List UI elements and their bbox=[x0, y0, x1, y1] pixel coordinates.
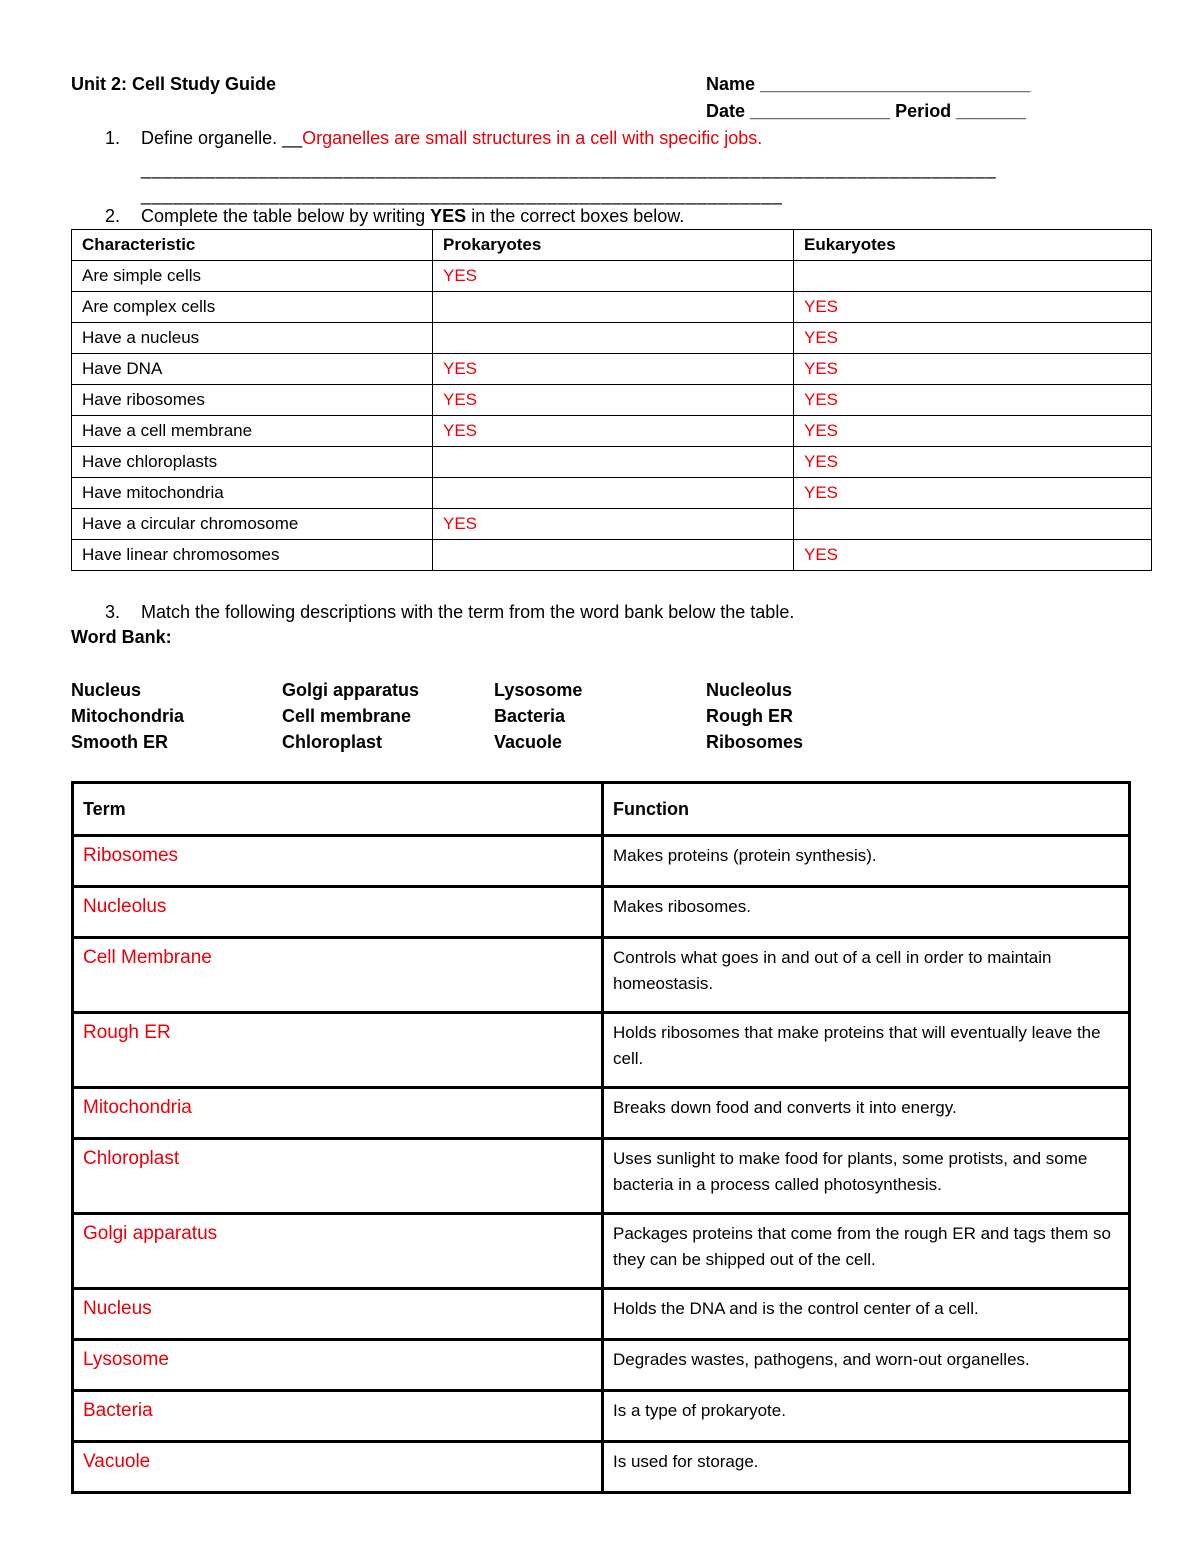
q2-prompt: Complete the table below by writing YES in the correct boxes below. bbox=[141, 206, 685, 226]
q3-prompt: Match the following descriptions with the term from the word bank below the table. bbox=[141, 602, 795, 622]
function-cell: Is used for storage. bbox=[603, 1442, 1130, 1493]
characteristic-cell: Have chloroplasts bbox=[72, 447, 433, 478]
function-cell: Uses sunlight to make food for plants, some protists, and some bacteria in a process called photosynthesis. bbox=[603, 1139, 1130, 1214]
prokaryote-answer-cell[interactable] bbox=[433, 478, 794, 509]
q3-number: 3. bbox=[105, 602, 121, 622]
table-header-row bbox=[73, 783, 1130, 836]
function-cell: Holds the DNA and is the control center of a cell. bbox=[603, 1289, 1130, 1340]
term-answer-cell[interactable]: Mitochondria bbox=[73, 1088, 603, 1139]
word-bank-term: Golgi apparatus bbox=[282, 680, 420, 700]
table-row bbox=[73, 1442, 1130, 1493]
word-bank-term: Chloroplast bbox=[282, 732, 383, 752]
table-row bbox=[73, 1340, 1130, 1391]
header-prokaryotes: Prokaryotes bbox=[433, 230, 794, 261]
word-bank-term: Bacteria bbox=[494, 706, 566, 726]
prokaryote-answer-cell[interactable]: YES bbox=[433, 509, 794, 540]
word-bank-term: Smooth ER bbox=[71, 732, 168, 752]
header-term: Term bbox=[73, 783, 603, 836]
q1-line bbox=[141, 128, 762, 149]
word-bank-term: Ribosomes bbox=[706, 732, 804, 752]
word-bank-label: Word Bank: bbox=[71, 627, 172, 647]
name-field[interactable]: Name ___________________________ bbox=[706, 74, 1031, 94]
function-cell: Holds ribosomes that make proteins that will eventually leave the cell. bbox=[603, 1013, 1130, 1088]
characteristic-cell: Have mitochondria bbox=[72, 478, 433, 509]
table-row bbox=[72, 292, 1152, 323]
table-row bbox=[73, 1289, 1130, 1340]
table-row bbox=[72, 509, 1152, 540]
table-row bbox=[73, 938, 1130, 1013]
term-answer-cell[interactable]: Chloroplast bbox=[73, 1139, 603, 1214]
term-answer-cell[interactable]: Vacuole bbox=[73, 1442, 603, 1493]
term-answer-cell[interactable]: Bacteria bbox=[73, 1391, 603, 1442]
function-cell: Is a type of prokaryote. bbox=[603, 1391, 1130, 1442]
prokaryote-answer-cell[interactable] bbox=[433, 540, 794, 571]
term-answer-cell[interactable]: Rough ER bbox=[73, 1013, 603, 1088]
header-eukaryotes: Eukaryotes bbox=[794, 230, 1152, 261]
characteristic-cell: Have ribosomes bbox=[72, 385, 433, 416]
function-cell: Breaks down food and converts it into energy. bbox=[603, 1088, 1130, 1139]
table-row bbox=[72, 385, 1152, 416]
word-bank-term: Nucleus bbox=[71, 680, 142, 700]
page-title: Unit 2: Cell Study Guide bbox=[71, 74, 277, 94]
prokaryote-answer-cell[interactable]: YES bbox=[433, 416, 794, 447]
table-row bbox=[73, 1214, 1130, 1289]
table-row bbox=[73, 1391, 1130, 1442]
term-answer-cell[interactable]: Lysosome bbox=[73, 1340, 603, 1391]
word-bank-term: Vacuole bbox=[494, 732, 563, 752]
characteristic-cell: Have a cell membrane bbox=[72, 416, 433, 447]
q1-answer-line-1[interactable]: ________________________________________________________________________________ bbox=[141, 159, 997, 179]
function-cell: Controls what goes in and out of a cell in order to maintain homeostasis. bbox=[603, 938, 1130, 1013]
word-bank-term: Cell membrane bbox=[282, 706, 412, 726]
table-row bbox=[73, 887, 1130, 938]
table-row bbox=[72, 261, 1152, 292]
prokaryote-answer-cell[interactable] bbox=[433, 447, 794, 478]
word-bank-term: Lysosome bbox=[494, 680, 583, 700]
word-bank-term: Nucleolus bbox=[706, 680, 793, 700]
prokaryote-answer-cell[interactable]: YES bbox=[433, 385, 794, 416]
term-answer-cell[interactable]: Nucleus bbox=[73, 1289, 603, 1340]
eukaryote-answer-cell[interactable]: YES bbox=[794, 385, 1152, 416]
q1-prompt: Define organelle. __ bbox=[141, 128, 303, 148]
function-cell: Degrades wastes, pathogens, and worn-out organelles. bbox=[603, 1340, 1130, 1391]
eukaryote-answer-cell[interactable] bbox=[794, 261, 1152, 292]
q1-number: 1. bbox=[105, 128, 121, 148]
header-characteristic: Characteristic bbox=[72, 230, 433, 261]
eukaryote-answer-cell[interactable]: YES bbox=[794, 447, 1152, 478]
table-row bbox=[72, 354, 1152, 385]
table-row bbox=[73, 1088, 1130, 1139]
prokaryote-answer-cell[interactable] bbox=[433, 323, 794, 354]
prokaryote-answer-cell[interactable] bbox=[433, 292, 794, 323]
term-answer-cell[interactable]: Nucleolus bbox=[73, 887, 603, 938]
q2-number: 2. bbox=[105, 206, 121, 226]
prokaryote-eukaryote-table bbox=[71, 229, 1152, 571]
function-cell: Packages proteins that come from the rough ER and tags them so they can be shipped out of the cell. bbox=[603, 1214, 1130, 1289]
eukaryote-answer-cell[interactable]: YES bbox=[794, 416, 1152, 447]
term-answer-cell[interactable]: Golgi apparatus bbox=[73, 1214, 603, 1289]
eukaryote-answer-cell[interactable]: YES bbox=[794, 540, 1152, 571]
q1-answer[interactable]: Organelles are small structures in a cell with specific jobs. bbox=[302, 128, 763, 148]
date-period-field[interactable]: Date ______________ Period _______ bbox=[706, 101, 1027, 121]
table-row bbox=[73, 1139, 1130, 1214]
characteristic-cell: Are simple cells bbox=[72, 261, 433, 292]
table-header-row bbox=[72, 230, 1152, 261]
table-row bbox=[72, 478, 1152, 509]
characteristic-cell: Are complex cells bbox=[72, 292, 433, 323]
characteristic-cell: Have linear chromosomes bbox=[72, 540, 433, 571]
term-answer-cell[interactable]: Cell Membrane bbox=[73, 938, 603, 1013]
characteristic-cell: Have a circular chromosome bbox=[72, 509, 433, 540]
function-cell: Makes proteins (protein synthesis). bbox=[603, 836, 1130, 887]
word-bank-term: Rough ER bbox=[706, 706, 793, 726]
q1-answer-line-2[interactable]: ____________________________________________________________ bbox=[141, 185, 783, 205]
header-function: Function bbox=[603, 783, 1130, 836]
eukaryote-answer-cell[interactable]: YES bbox=[794, 292, 1152, 323]
eukaryote-answer-cell[interactable] bbox=[794, 509, 1152, 540]
term-answer-cell[interactable]: Ribosomes bbox=[73, 836, 603, 887]
table-row bbox=[72, 447, 1152, 478]
function-cell: Makes ribosomes. bbox=[603, 887, 1130, 938]
table-row bbox=[72, 323, 1152, 354]
table-row bbox=[72, 540, 1152, 571]
table-row bbox=[73, 836, 1130, 887]
prokaryote-answer-cell[interactable]: YES bbox=[433, 354, 794, 385]
eukaryote-answer-cell[interactable]: YES bbox=[794, 323, 1152, 354]
table-row bbox=[73, 1013, 1130, 1088]
table-row bbox=[72, 416, 1152, 447]
prokaryote-answer-cell[interactable]: YES bbox=[433, 261, 794, 292]
characteristic-cell: Have DNA bbox=[72, 354, 433, 385]
eukaryote-answer-cell[interactable]: YES bbox=[794, 478, 1152, 509]
eukaryote-answer-cell[interactable]: YES bbox=[794, 354, 1152, 385]
term-function-table bbox=[71, 781, 1131, 1494]
characteristic-cell: Have a nucleus bbox=[72, 323, 433, 354]
word-bank-term: Mitochondria bbox=[71, 706, 184, 726]
